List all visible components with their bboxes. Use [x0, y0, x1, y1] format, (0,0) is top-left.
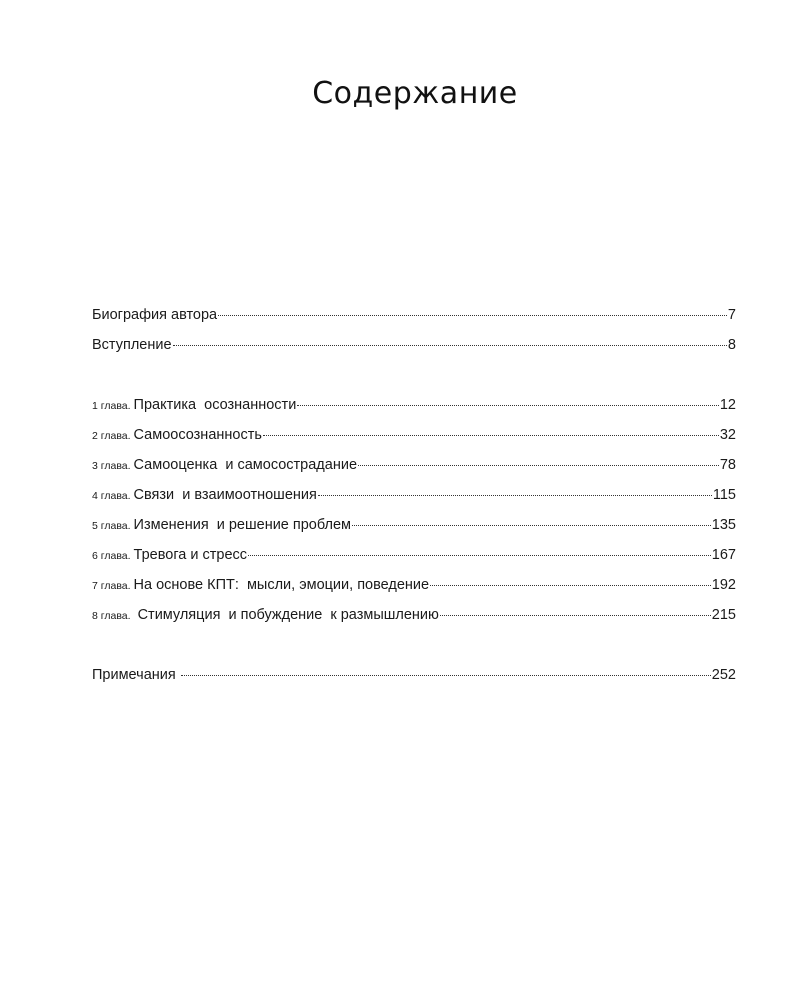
toc-page-number: 32: [719, 427, 736, 443]
dot-leader: [218, 315, 727, 316]
toc-entry-author-bio[interactable]: [92, 300, 736, 330]
chapter-prefix: 6 глава.: [92, 550, 131, 562]
toc-entry-label: Изменения и решение проблем: [133, 517, 352, 533]
toc-entry-chapter-6[interactable]: [92, 540, 736, 570]
toc-entry-label: Тревога и стресс: [133, 547, 248, 563]
toc-entry-chapter-7[interactable]: [92, 570, 736, 600]
toc-entry-label: Самооценка и самосострадание: [133, 457, 358, 473]
toc-page-number: 192: [711, 577, 736, 593]
dot-leader: [318, 495, 712, 496]
toc-page-number: 8: [727, 337, 736, 353]
dot-leader: [248, 555, 711, 556]
dot-leader: [181, 675, 711, 676]
chapter-prefix: 7 глава.: [92, 580, 131, 592]
toc-entry-introduction[interactable]: [92, 330, 736, 360]
toc-entry-chapter-1[interactable]: [92, 390, 736, 420]
toc-page-number: 115: [712, 487, 736, 503]
toc-page-number: 167: [711, 547, 736, 563]
toc-entry-chapter-4[interactable]: [92, 480, 736, 510]
toc-entry-chapter-2[interactable]: [92, 420, 736, 450]
toc-entry-label: На основе КПТ: мысли, эмоции, поведение: [133, 577, 430, 593]
chapter-prefix: 1 глава.: [92, 400, 131, 412]
dot-leader: [173, 345, 727, 346]
toc-entry-notes[interactable]: [92, 660, 736, 690]
toc-entry-label: Практика осознанности: [133, 397, 297, 413]
toc-entry-label: Вступление: [92, 337, 172, 353]
chapter-prefix: 8 глава.: [92, 610, 131, 622]
page-title: Содержание: [312, 76, 518, 111]
toc-entry-label: Самоосознанность: [133, 427, 262, 443]
toc-page-number: 78: [719, 457, 736, 473]
dot-leader: [352, 525, 711, 526]
toc-entry-chapter-3[interactable]: [92, 450, 736, 480]
toc-entry-label: Биография автора: [92, 307, 218, 323]
toc-page-number: 7: [727, 307, 736, 323]
toc-page-number: 12: [719, 397, 736, 413]
toc-page-number: 252: [711, 667, 736, 683]
dot-leader: [297, 405, 719, 406]
dot-leader: [263, 435, 719, 436]
chapter-prefix: 5 глава.: [92, 520, 131, 532]
dot-leader: [430, 585, 711, 586]
toc-page-number: 215: [711, 607, 736, 623]
dot-leader: [440, 615, 711, 616]
toc-entry-chapter-5[interactable]: [92, 510, 736, 540]
toc-entry-chapter-8[interactable]: [92, 600, 736, 630]
chapter-prefix: 3 глава.: [92, 460, 131, 472]
toc-page-number: 135: [711, 517, 736, 533]
chapter-prefix: 4 глава.: [92, 490, 131, 502]
chapter-prefix: 2 глава.: [92, 430, 131, 442]
toc-entry-label: Примечания: [92, 667, 180, 683]
dot-leader: [358, 465, 719, 466]
table-of-contents: [92, 300, 736, 690]
toc-entry-label: Стимуляция и побуждение к размышлению: [133, 607, 439, 623]
toc-entry-label: Связи и взаимоотношения: [133, 487, 317, 503]
